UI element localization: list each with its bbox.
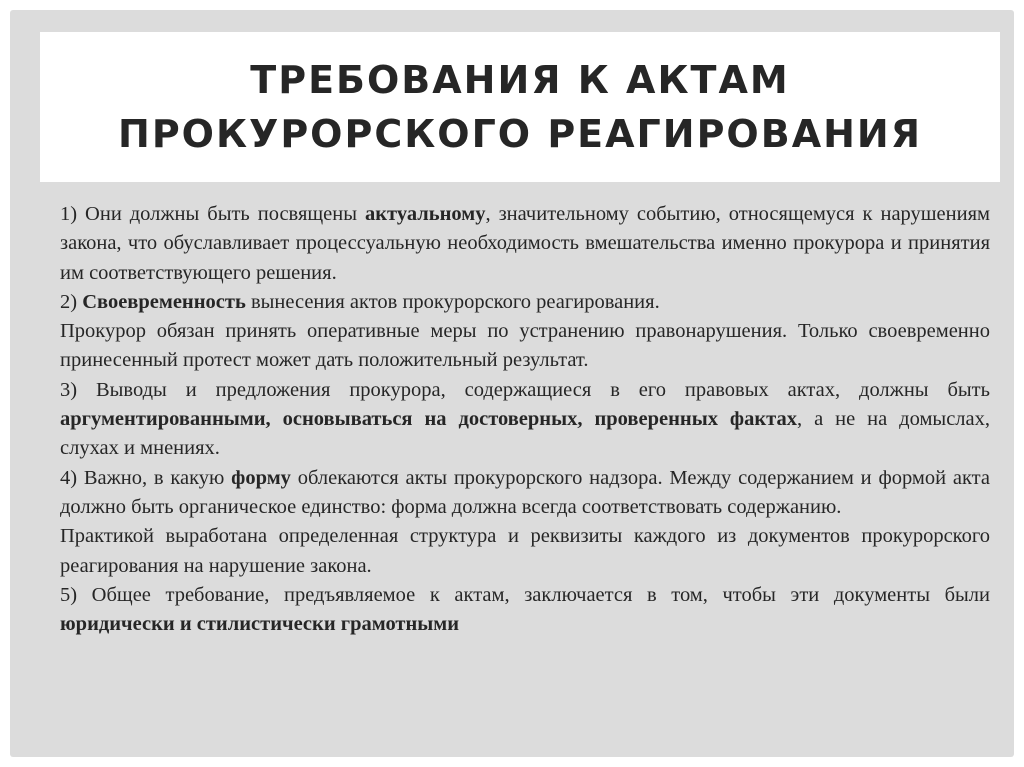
paragraph-2 <box>60 288 990 317</box>
paragraph-5-text-c: облекаются акты прокурорского надзора. Между содержанием и формой акта должно быть органическое единство: форма должна всегда соответствовать содержанию. <box>60 466 990 518</box>
paragraph-4-text-c: , а не на домыслах, слухах и мнениях. <box>60 408 991 460</box>
paragraph-3: Прокурор обязан принять оперативные меры по устранению правонарушения. Только своевременно принесенный протест может дать положительный результат. <box>60 320 990 372</box>
paragraph-7-bold: юридически и стилистически грамотными <box>60 613 460 636</box>
slide-title-line-1: ТРЕБОВАНИЯ К АКТАМ <box>250 58 790 102</box>
slide-title-line-2: ПРОКУРОРСКОГО РЕАГИРОВАНИЯ <box>118 112 922 156</box>
paragraph-4-text-a: 3) Выводы и предложения прокурора, содержащиеся в его правовых актах, должны быть <box>60 378 990 401</box>
paragraph-7-text-a: 5) Общее требование, предъявляемое к актам, заключается в том, чтобы эти документы были <box>60 583 990 606</box>
paragraph-2-text-a: 2) <box>60 290 83 313</box>
paragraph-4-bold: аргументированными, основываться на достоверных, проверенных фактах <box>60 408 797 431</box>
slide-title <box>118 53 922 161</box>
paragraph-1-bold: актуальному <box>365 203 486 225</box>
paragraph-6: Практикой выработана определенная структура и реквизиты каждого из документов прокурорского реагирования на нарушение закона. <box>60 525 990 577</box>
paragraph-1-text-c: , значительному событию, относящемуся к нарушениям закона, что обуславливает процессуальную необходимость вмешательства именно прокурора и принятия им соответствующего решения. <box>60 203 990 284</box>
paragraph-1 <box>60 200 990 288</box>
paragraph-2-text-c: вынесения актов прокурорского реагирования. <box>245 290 660 313</box>
paragraph-1-text-a: 1) Они должны быть посвящены <box>60 203 365 225</box>
paragraph-5 <box>60 464 990 523</box>
paragraph-5-bold: форму <box>231 466 291 489</box>
paragraph-5-text-a: 4) Важно, в какую <box>60 466 232 489</box>
slide-body <box>60 200 990 639</box>
paragraph-2-bold: Своевременность <box>82 290 246 313</box>
title-box <box>40 32 1000 182</box>
paragraph-4 <box>60 376 990 464</box>
paragraph-7 <box>60 581 990 640</box>
slide <box>10 10 1014 757</box>
